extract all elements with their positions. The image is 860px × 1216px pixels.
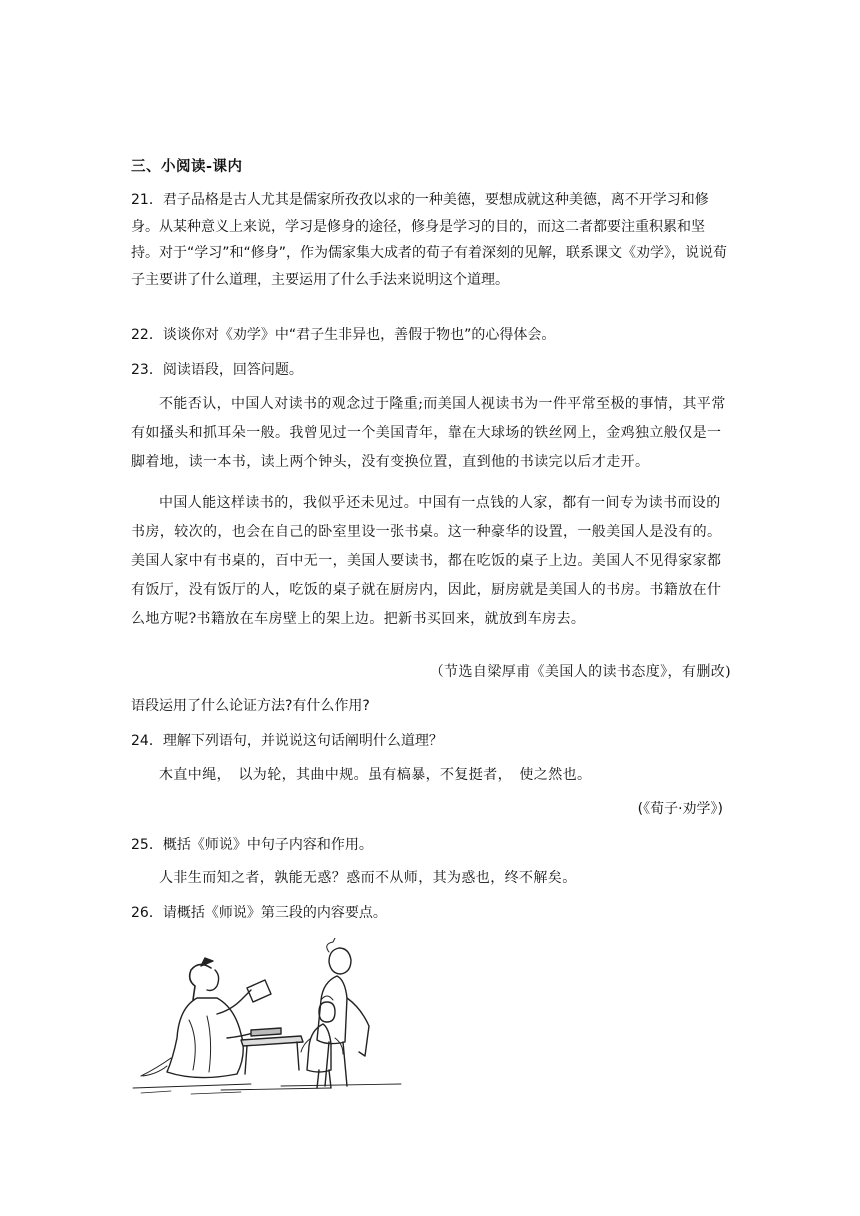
question-21: 21．君子品格是古人尤其是儒家所孜孜以求的一种美德，要想成就这种美德，离不开学习和修身。从某种意义上来说，学习是修身的途径，修身是学习的目的，而这二者都要注重积累和坚持。对于“学习”和“修身”，作为儒家集大成者的荀子有着深刻的见解，联系课文《劝学》，说说荀子主要讲了什么道理，主要运用了什么手法来说明这个道理。	[131, 192, 728, 288]
question-25-quote: 人非生而知之者，孰能无惑？惑而不从师，其为惑也，终不解矣。	[159, 870, 577, 886]
question-25: 25．概括《师说》中句子内容和作用。	[131, 837, 373, 853]
passage-source: （节选自梁厚甫《美国人的读书态度》，有删改)	[429, 664, 731, 680]
question-23-prompt: 语段运用了什么论证方法?有什么作用?	[131, 698, 370, 714]
question-24: 24．理解下列语句，并说说这句话阐明什么道理？	[131, 733, 443, 749]
question-22: 22．谈谈你对《劝学》中“君子生非异也，善假于物也”的心得体会。	[131, 327, 556, 343]
passage-paragraph-2: 中国人能这样读书的，我似乎还未见过。中国有一点钱的人家，都有一间专为读书而设的书房，较次的，也会在自己的卧室里设一张书桌。这一种豪华的设置，一般美国人是没有的。美国人家中有书桌的，百中无一，美国人要读书，都在吃饭的桌子上边。美国人不见得家家都有饭厅，没有饭厅的人，吃饭的桌子就在厨房内，因此，厨房就是美国人的书房。书籍放在什么地方呢?书籍放在车房壁上的架上边。把新书买回来，就放到车房去。	[131, 495, 722, 627]
teacher-students-illustration	[131, 938, 411, 1098]
question-24-source: (《荀子·劝学》)	[637, 801, 723, 817]
question-23: 23．阅读语段，回答问题。	[131, 362, 303, 378]
question-26: 26．请概括《师说》第三段的内容要点。	[131, 905, 387, 921]
question-24-quote: 木直中绳， 以为轮，其曲中规。虽有槁暴，不复挺者， 使之然也。	[159, 767, 592, 783]
section-title: 三、小阅读-课内	[131, 159, 243, 175]
passage-paragraph-1: 不能否认，中国人对读书的观念过于隆重;而美国人视读书为一件平常至极的事情，其平常有如搔头和抓耳朵一般。我曾见过一个美国青年，靠在大球场的铁丝网上，金鸡独立般仅是一脚着地，读一本书，读上两个钟头，没有变换位置，直到他的书读完以后才走开。	[131, 396, 726, 470]
